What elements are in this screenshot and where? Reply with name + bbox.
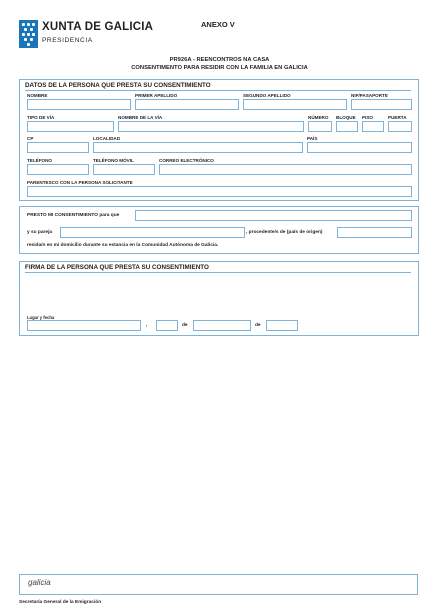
pareja-text: y su pareja <box>27 230 53 235</box>
pais-field[interactable] <box>307 142 412 153</box>
primer-apellido-field[interactable] <box>135 99 239 110</box>
nombre-via-field[interactable] <box>118 121 304 132</box>
parentesco-label: PARENTESCO CON LA PERSONA SOLICITANTE <box>27 180 133 185</box>
segundo-apellido-label: SEGUNDO APELLIDO <box>243 93 291 98</box>
segundo-apellido-field[interactable] <box>243 99 347 110</box>
de-text-1: de <box>182 323 188 328</box>
brand-subtitle: PRESIDENCIA <box>42 37 93 44</box>
annex-label: ANEXO V <box>201 20 235 29</box>
divider <box>25 272 411 273</box>
brand-name: XUNTA DE GALICIA <box>42 21 154 33</box>
nif-label: NIF/PASAPORTE <box>351 93 388 98</box>
bloque-field[interactable] <box>336 121 358 132</box>
numero-label: NÚMERO <box>308 115 329 120</box>
xunta-logo-icon <box>19 20 38 48</box>
telefono-label: TELÉFONO <box>27 158 53 163</box>
cp-field[interactable] <box>27 142 89 153</box>
galicia-logo: galicia <box>28 578 51 587</box>
anio-field[interactable] <box>266 320 298 331</box>
puerta-field[interactable] <box>388 121 412 132</box>
telefono-movil-label: TELÉFONO MÓVIL <box>93 158 134 163</box>
lugar-fecha-label: Lugar y fecha <box>27 315 55 320</box>
nombre-via-label: NOMBRE DE LA VÍA <box>118 115 163 120</box>
footer-organization: Secretaría General de la Emigración <box>19 600 102 605</box>
localidad-label: LOCALIDAD <box>93 136 121 141</box>
localidad-field[interactable] <box>93 142 303 153</box>
de-text-2: de <box>255 323 261 328</box>
telefono-movil-field[interactable] <box>93 164 155 175</box>
numero-field[interactable] <box>308 121 332 132</box>
presto-text: PRESTO MI CONSENTIMIENTO para que <box>27 213 120 218</box>
pareja-field[interactable] <box>60 227 245 238</box>
primer-apellido-label: PRIMER APELLIDO <box>135 93 178 98</box>
tipo-via-field[interactable] <box>27 121 114 132</box>
resida-text: resida/n en mi domicilio durante su estancia en la Comunidad Autónoma de Galicia. <box>27 243 219 248</box>
nif-field[interactable] <box>351 99 412 110</box>
persona-solicitante-field[interactable] <box>135 210 412 221</box>
piso-field[interactable] <box>362 121 384 132</box>
telefono-field[interactable] <box>27 164 89 175</box>
procedente-text: , procedente/s de (país de origen) <box>246 230 323 235</box>
nombre-field[interactable] <box>27 99 131 110</box>
bloque-label: BLOQUE <box>336 115 356 120</box>
dia-field[interactable] <box>156 320 178 331</box>
signature-title: FIRMA DE LA PERSONA QUE PRESTA SU CONSENTIMIENTO <box>25 264 209 271</box>
correo-label: CORREO ELECTRÓNICO <box>159 158 214 163</box>
puerta-label: PUERTA <box>388 115 407 120</box>
lugar-field[interactable] <box>27 320 141 331</box>
nombre-label: NOMBRE <box>27 93 48 98</box>
pais-label: PAÍS <box>307 136 318 141</box>
parentesco-field[interactable] <box>27 186 412 197</box>
divider <box>25 90 411 91</box>
pais-origen-field[interactable] <box>337 227 412 238</box>
piso-label: PISO <box>362 115 373 120</box>
procedure-heading <box>0 56 439 72</box>
comma-text: , <box>146 323 148 328</box>
tipo-via-label: TIPO DE VÍA <box>27 115 55 120</box>
person-data-title: DATOS DE LA PERSONA QUE PRESTA SU CONSENTIMIENTO <box>25 82 211 89</box>
procedure-code: PR926A - REENCONTROS NA CASA <box>169 57 270 63</box>
mes-field[interactable] <box>193 320 251 331</box>
footer-box <box>19 574 418 595</box>
cp-label: CP <box>27 136 34 141</box>
correo-field[interactable] <box>159 164 412 175</box>
procedure-title: CONSENTIMENTO PARA RESIDIR CON LA FAMILIA EN GALICIA <box>131 65 308 71</box>
